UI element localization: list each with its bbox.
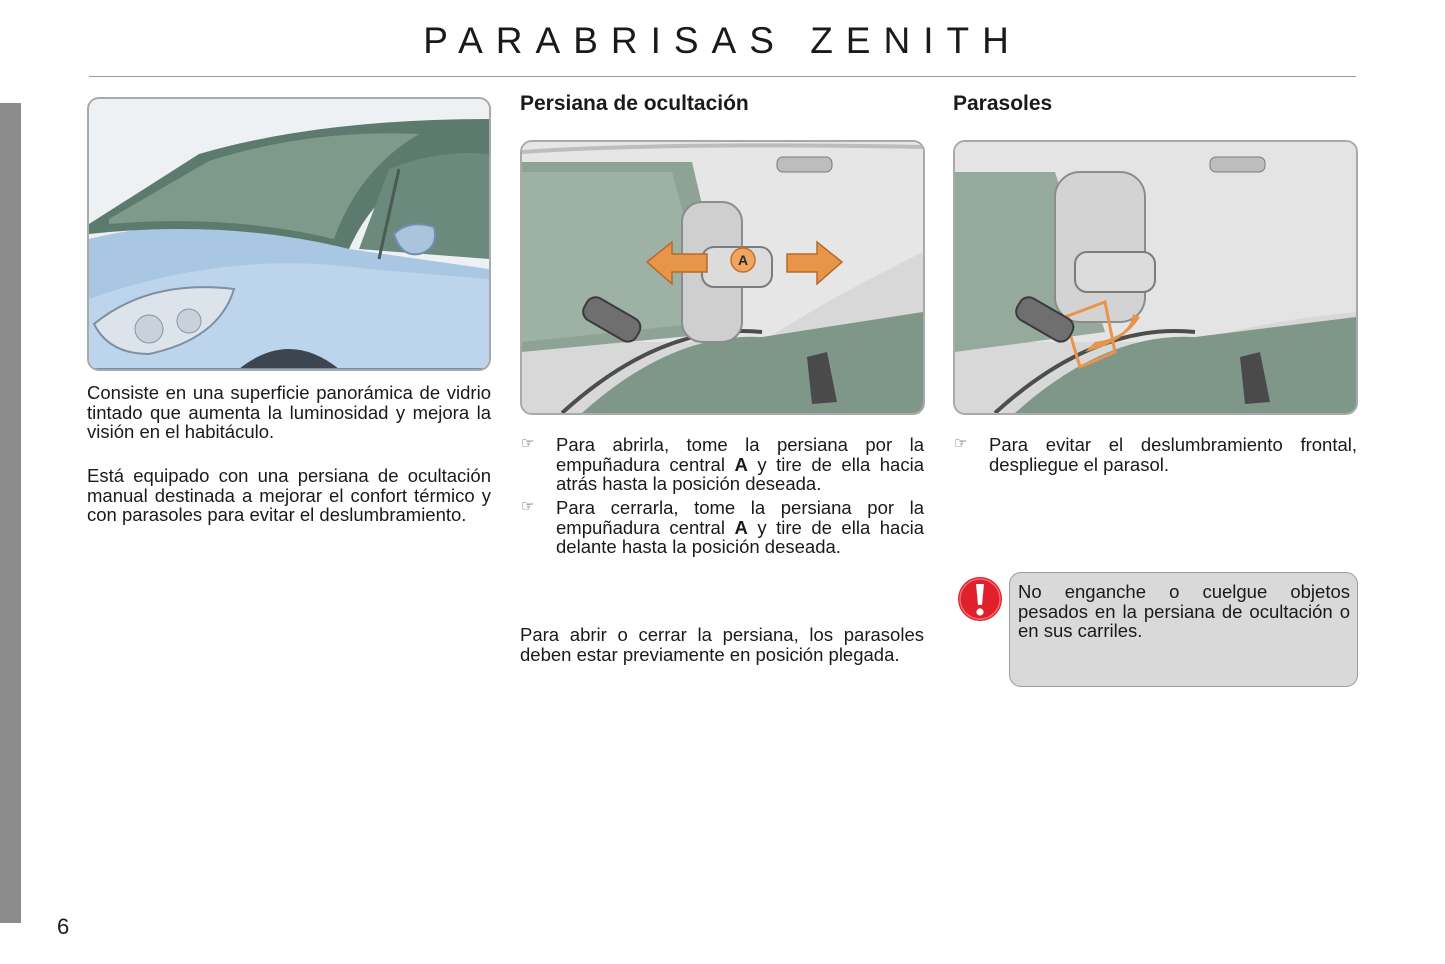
sunvisor-instruction	[954, 434, 1357, 475]
intro-paragraph-1: Consiste en una superficie panorámica de vidrio tintado que aumenta la luminosidad y mejora la visión en el habitáculo.	[87, 382, 491, 442]
callout-label-a: A	[737, 252, 749, 268]
blind-close-handle-label: A	[734, 516, 748, 538]
page-number: 6	[57, 914, 70, 939]
sunvisor-section-heading: Parasoles	[953, 92, 1053, 115]
intro-paragraph-2: Está equipado con una persiana de ocultación manual destinada a mejorar el confort térmico y con parasoles para evitar el deslumbramiento.	[87, 465, 491, 525]
blind-section-heading: Persiana de ocultación	[520, 92, 749, 115]
blind-open-instruction	[521, 434, 924, 494]
blind-note: Para abrir o cerrar la persiana, los parasoles deben estar previamente en posición plegada.	[520, 624, 924, 665]
pointing-hand-icon: ☞	[521, 435, 535, 452]
sunvisor-illustration	[953, 140, 1358, 415]
car-panoramic-windscreen-illustration	[87, 97, 491, 371]
blind-open-text-1: Para abrirla, tome la persiana por la empuñadura central	[556, 434, 924, 475]
blind-open-text-2: y tire de ella hacia atrás hasta la posición deseada.	[556, 453, 924, 494]
blind-open-handle-label: A	[734, 453, 748, 475]
warning-text: No enganche o cuelgue objetos pesados en la persiana de ocultación o en sus carriles.	[1018, 581, 1350, 641]
page-edge-tab	[0, 103, 21, 923]
pointing-hand-icon: ☞	[521, 498, 535, 515]
blind-close-text-1: Para cerrarla, tome la persiana por la empuñadura central	[556, 497, 924, 538]
exclamation-warning-icon	[957, 576, 1003, 622]
title-divider	[89, 76, 1356, 77]
sunvisor-instruction-text: Para evitar el deslumbramiento frontal, despliegue el parasol.	[989, 434, 1357, 475]
pointing-hand-icon: ☞	[954, 435, 968, 452]
page-title: PARABRISAS ZENITH	[423, 20, 1022, 61]
sunblind-handle-illustration	[520, 140, 925, 415]
blind-close-instruction	[521, 497, 924, 557]
warning-box	[1009, 572, 1358, 687]
blind-close-text-2: y tire de ella hacia delante hasta la posición deseada.	[556, 516, 924, 557]
